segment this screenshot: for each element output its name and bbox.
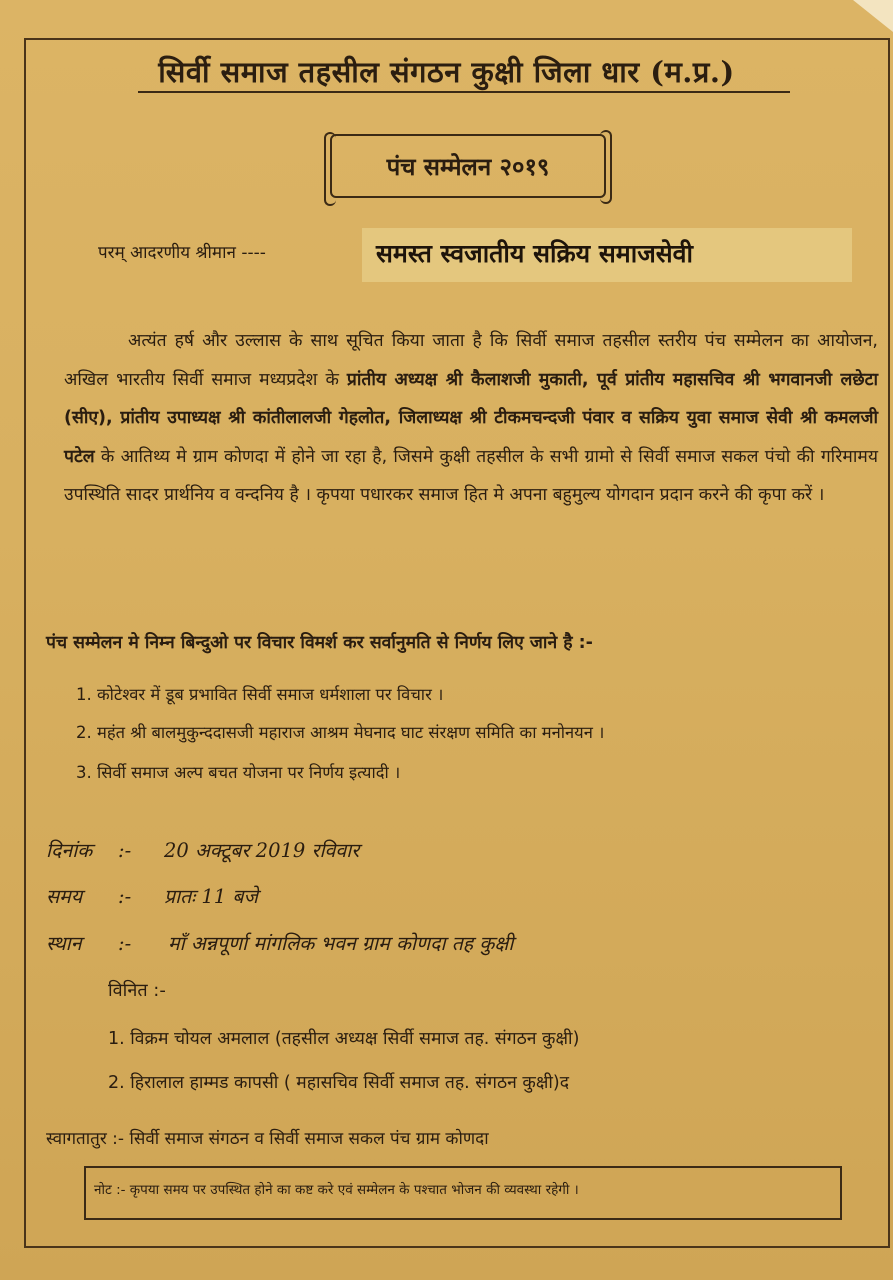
- welcome-line: स्वागतातुर :- सिर्वी समाज संगठन व सिर्वी समाज सकल पंच ग्राम कोणदा: [46, 1129, 489, 1149]
- corner-fold: [853, 0, 893, 32]
- event-date: [46, 836, 359, 863]
- event-time: [46, 882, 258, 909]
- time-value: प्रातः 11 बजे: [164, 885, 259, 908]
- date-separator: :-: [118, 839, 132, 862]
- signatory-item: 1. विक्रम चोयल अमलाल (तहसील अध्यक्ष सिर्वी समाज तह. संगठन कुक्षी): [108, 1029, 580, 1049]
- place-label: स्थान: [46, 932, 82, 955]
- invitation-paragraph: [64, 322, 878, 515]
- time-label: समय: [46, 885, 83, 908]
- salutation-prefix: परम् आदरणीय श्रीमान ----: [98, 243, 266, 263]
- signatories-heading: विनित :-: [108, 980, 166, 1001]
- event-banner-scroll: [330, 134, 606, 198]
- signatory-item: 2. हिरालाल हाम्मड कापसी ( महासचिव सिर्वी समाज तह. संगठन कुक्षी)द: [108, 1073, 570, 1093]
- paragraph-closing: के आतिथ्य मे ग्राम कोणदा में होने जा रहा है, जिसमे कुक्षी तहसील के सभी ग्रामो से सिर्वी समाज सकल पंचो की गरिमामय उपस्थिति सादर प्रार्थनिय व वन्दनिय है । कृपया पधारकर समाज हित मे अपना बहुमुल्य योगदान प्रदान करने की कृपा करें ।: [64, 446, 878, 506]
- agenda-item: 2. महंत श्री बालमुकुन्ददासजी महाराज आश्रम मेघनाद घाट संरक्षण समिति का मनोनयन ।: [76, 723, 605, 742]
- paragraph-guests: प्रांतीय अध्यक्ष श्री कैलाशजी मुकाती, पूर्व प्रांतीय महासचिव श्री भगवानजी लछेटा (सीए), प्रांतीय उपाध्यक्ष श्री कांतीलालजी गेहलोत, जिलाध्यक्ष श्री टीकमचन्दजी पंवार व सक्रिय युवा समाज सेवी श्री कमलजी पटेल: [64, 369, 878, 467]
- note-text: नोट :- कृपया समय पर उपस्थित होने का कष्ट करे एवं सम्मेलन के पश्चात भोजन की व्यवस्था रहेगी ।: [94, 1182, 579, 1198]
- place-value: माँ अन्नपूर्णा मांगलिक भवन ग्राम कोणदा तह कुक्षी: [168, 932, 514, 955]
- agenda-heading: पंच सम्मेलन मे निम्न बिन्दुओ पर विचार विमर्श कर सर्वानुमति से निर्णय लिए जाने है :-: [46, 633, 593, 653]
- date-value: 20 अक्टूबर 2019 रविवार: [164, 839, 360, 862]
- event-banner-text: पंच सम्मेलन २०१९: [386, 152, 550, 181]
- recipient-name: समस्त स्वजातीय सक्रिय समाजसेवी: [376, 239, 694, 268]
- paragraph-intro: अत्यंत हर्ष और उल्लास के साथ सूचित किया जाता है कि सिर्वी समाज तहसील स्तरीय पंच सम्मेलन का आयोजन, अखिल भारतीय सिर्वी समाज मध्यप्रदेश के: [64, 331, 878, 390]
- event-place: [46, 929, 513, 956]
- time-separator: :-: [118, 885, 132, 908]
- agenda-item: 1. कोटेश्वर में डूब प्रभावित सिर्वी समाज धर्मशाला पर विचार ।: [76, 685, 444, 704]
- date-label: दिनांक: [46, 839, 93, 862]
- organization-title: सिर्वी समाज तहसील संगठन कुक्षी जिला धार (म.प्र.): [158, 55, 735, 89]
- agenda-item: 3. सिर्वी समाज अल्प बचत योजना पर निर्णय इत्यादी ।: [76, 763, 401, 782]
- place-separator: :-: [118, 932, 132, 955]
- title-underline: [138, 91, 790, 93]
